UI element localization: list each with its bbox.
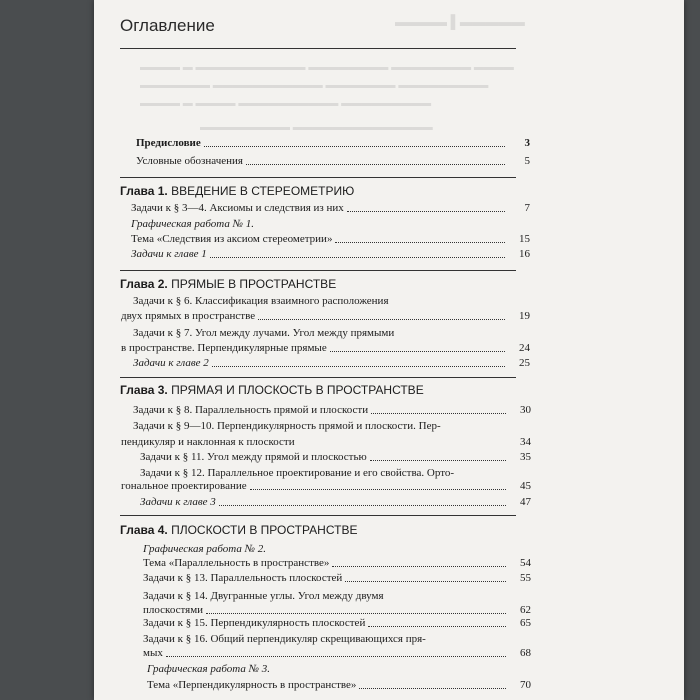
chapter-number: Глава 1. bbox=[120, 184, 168, 198]
dot-leader bbox=[166, 655, 506, 657]
dot-leader bbox=[345, 580, 506, 582]
toc-page-number: 62 bbox=[520, 604, 531, 616]
toc-page-number: 54 bbox=[520, 557, 531, 569]
toc-entry-text: Задачи к § 15. Перпендикулярность плоскостей bbox=[143, 617, 366, 629]
dot-leader bbox=[359, 687, 506, 689]
dot-leader bbox=[210, 256, 505, 258]
toc-entry[interactable] bbox=[143, 647, 531, 659]
toc-entry-text: Задачи к § 6. Классификация взаимного расположения bbox=[133, 295, 389, 307]
toc-entry[interactable] bbox=[131, 233, 530, 245]
toc-entry[interactable] bbox=[140, 496, 531, 508]
dot-leader bbox=[332, 565, 506, 567]
toc-entry-text: двух прямых в пространстве bbox=[121, 310, 256, 322]
toc-entry-text: гональное проектирование bbox=[121, 480, 247, 492]
toc-page-number: 25 bbox=[519, 357, 530, 369]
toc-entry-text: Предисловие bbox=[136, 137, 201, 149]
toc-entry-text: мых bbox=[143, 647, 163, 659]
chapter-heading-1 bbox=[120, 184, 354, 198]
toc-entry[interactable] bbox=[143, 617, 531, 629]
chapter-number: Глава 3. bbox=[120, 383, 168, 397]
toc-entry-symbols[interactable] bbox=[136, 155, 530, 167]
chapter-rule bbox=[120, 515, 516, 516]
toc-page-number: 55 bbox=[520, 572, 531, 584]
chapter-rule bbox=[120, 177, 516, 178]
toc-entry-text: пендикуляр и наклонная к плоскости bbox=[121, 436, 295, 448]
chapter-heading-4 bbox=[120, 523, 357, 537]
toc-page-number: 68 bbox=[520, 647, 531, 659]
chapter-title: ПЛОСКОСТИ В ПРОСТРАНСТВЕ bbox=[171, 523, 358, 537]
toc-entry-preface[interactable] bbox=[136, 137, 530, 149]
toc-page-number: 15 bbox=[519, 233, 530, 245]
toc-entry-text: в пространстве. Перпендикулярные прямые bbox=[121, 342, 327, 354]
title-underline bbox=[120, 48, 516, 49]
toc-entry[interactable] bbox=[131, 202, 530, 214]
dot-leader bbox=[371, 412, 506, 414]
toc-entry-text: Задачи к § 14. Двугранные углы. Угол между двумя bbox=[143, 590, 384, 602]
chapter-number: Глава 2. bbox=[120, 277, 168, 291]
toc-entry-text: Задачи к § 9—10. Перпендикулярность прямой и плоскости. Пер- bbox=[133, 420, 441, 432]
toc-page-number: 70 bbox=[520, 679, 531, 691]
toc-entry-text: Задачи к § 7. Угол между лучами. Угол между прямыми bbox=[133, 327, 395, 339]
toc-entry[interactable] bbox=[133, 404, 531, 416]
dot-leader bbox=[368, 625, 506, 627]
toc-entry-text: Задачи к § 11. Угол между прямой и плоскостью bbox=[140, 451, 367, 463]
toc-entry-text: Задачи к § 16. Общий перпендикуляр скрещивающихся пря- bbox=[143, 633, 426, 645]
toc-page-number: 3 bbox=[524, 137, 530, 149]
toc-entry-text: Тема «Параллельность в пространстве» bbox=[143, 557, 330, 569]
toc-entry[interactable] bbox=[121, 342, 530, 354]
toc-entry[interactable] bbox=[131, 248, 530, 260]
toc-entry[interactable] bbox=[147, 679, 531, 691]
toc-entry-text: Условные обозначения bbox=[136, 155, 243, 167]
chapter-heading-2 bbox=[120, 277, 336, 291]
toc-entry[interactable] bbox=[143, 557, 531, 569]
toc-page-number: 34 bbox=[520, 436, 531, 448]
show-through-decoration: ▬▬▬▬▬▬▬▬▬ ▬▬▬▬▬▬▬▬▬▬▬▬▬▬ bbox=[200, 122, 433, 133]
toc-page-number: 7 bbox=[524, 202, 530, 214]
dot-leader bbox=[335, 241, 505, 243]
show-through-decoration: ▬▬▬▬ ▬ ▬▬▬▬▬▬▬▬▬▬▬ ▬▬▬▬▬▬▬▬ ▬▬▬▬▬▬▬▬ ▬▬▬▬ bbox=[140, 62, 514, 73]
toc-entry[interactable] bbox=[121, 480, 531, 492]
toc-page-number: 30 bbox=[520, 404, 531, 416]
toc-entry[interactable] bbox=[121, 310, 530, 322]
toc-entry[interactable] bbox=[121, 436, 531, 448]
dot-leader bbox=[250, 488, 506, 490]
toc-page-number: 47 bbox=[520, 496, 531, 508]
dot-leader bbox=[370, 459, 506, 461]
toc-entry-text: Тема «Следствия из аксиом стереометрии» bbox=[131, 233, 333, 245]
toc-entry-heading: Графическая работа № 1. bbox=[131, 218, 254, 230]
toc-entry[interactable] bbox=[143, 572, 531, 584]
chapter-heading-3 bbox=[120, 383, 424, 397]
toc-entry-text: Задачи к главе 3 bbox=[140, 496, 216, 508]
chapter-number: Глава 4. bbox=[120, 523, 168, 537]
toc-page-number: 45 bbox=[520, 480, 531, 492]
chapter-rule bbox=[120, 377, 516, 378]
dot-leader bbox=[246, 163, 505, 165]
toc-entry-text: Задачи к § 13. Параллельность плоскостей bbox=[143, 572, 343, 584]
chapter-title: ПРЯМАЯ И ПЛОСКОСТЬ В ПРОСТРАНСТВЕ bbox=[171, 383, 424, 397]
toc-page-number: 5 bbox=[524, 155, 530, 167]
dot-leader bbox=[298, 445, 506, 446]
toc-entry[interactable] bbox=[140, 451, 531, 463]
toc-entry-text: Задачи к § 12. Параллельное проектирование и его свойства. Орто- bbox=[140, 467, 455, 479]
dot-leader bbox=[212, 365, 505, 367]
chapter-title: ПРЯМЫЕ В ПРОСТРАНСТВЕ bbox=[171, 277, 337, 291]
toc-entry-text: Задачи к § 3—4. Аксиомы и следствия из них bbox=[131, 202, 344, 214]
toc-entry[interactable] bbox=[143, 604, 531, 616]
toc-entry-text: Задачи к § 8. Параллельность прямой и плоскости bbox=[133, 404, 369, 416]
toc-entry-heading: Графическая работа № 2. bbox=[143, 543, 266, 555]
dot-leader bbox=[206, 612, 506, 614]
show-through-decoration: ▬▬▬▬ ▬ ▬▬▬▬ ▬▬▬▬▬▬▬▬▬▬ ▬▬▬▬▬▬▬▬▬ bbox=[140, 98, 432, 109]
toc-entry-text: Тема «Перпендикулярность в пространстве» bbox=[147, 679, 357, 691]
dot-leader bbox=[219, 504, 506, 506]
chapter-title: ВВЕДЕНИЕ В СТЕРЕОМЕТРИЮ bbox=[171, 184, 355, 198]
page-title: Оглавление bbox=[120, 16, 215, 35]
toc-page-number: 35 bbox=[520, 451, 531, 463]
toc-page-number: 24 bbox=[519, 342, 530, 354]
show-through-decoration: ▬▬▬▬ ▌▬▬▬▬▬ bbox=[395, 14, 525, 29]
toc-page-number: 16 bbox=[519, 248, 530, 260]
dot-leader bbox=[258, 318, 505, 320]
toc-entry[interactable] bbox=[133, 357, 530, 369]
toc-entry-text: Задачи к главе 1 bbox=[131, 248, 207, 260]
dot-leader bbox=[330, 350, 505, 352]
show-through-decoration: ▬▬▬▬▬▬▬ ▬▬▬▬▬▬▬▬▬▬▬ ▬▬▬▬▬▬▬ ▬▬▬▬▬▬▬▬▬ bbox=[140, 80, 489, 91]
toc-page-number: 19 bbox=[519, 310, 530, 322]
dot-leader bbox=[347, 210, 505, 212]
toc-entry-text: Задачи к главе 2 bbox=[133, 357, 209, 369]
toc-entry-heading: Графическая работа № 3. bbox=[147, 663, 270, 675]
dot-leader bbox=[204, 145, 505, 147]
chapter-rule bbox=[120, 270, 516, 271]
toc-entry-text: плоскостями bbox=[143, 604, 204, 616]
toc-page-number: 65 bbox=[520, 617, 531, 629]
